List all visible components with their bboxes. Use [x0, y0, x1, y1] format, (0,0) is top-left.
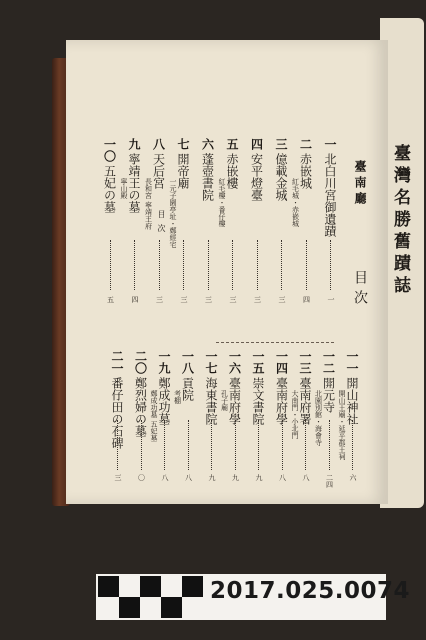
toc-entry-number: 二〇: [133, 350, 148, 374]
toc-entry-title: 鄭成功墓: [157, 377, 171, 425]
toc-entry-title: 臺南府署: [298, 377, 312, 425]
toc-entry-title: 崇文書院: [251, 377, 265, 425]
toc-entry-title: 番仔田の石碑: [110, 377, 124, 449]
book-page: [66, 40, 410, 504]
toc-entry-title: 開帝廟: [176, 153, 190, 189]
toc-leader-dots: [208, 240, 210, 290]
toc-entry-number: 一: [323, 138, 337, 150]
toc-leader-dots: [211, 420, 213, 470]
toc-entry: [273, 138, 291, 201]
toc-leader-dots: [282, 420, 284, 470]
toc-entry-title: 北白川宮御遺蹟: [323, 153, 337, 237]
toc-entry-number: 二: [298, 138, 313, 150]
toc-entry-title: 安平燈臺: [249, 153, 264, 201]
toc-leader-dots: [183, 240, 185, 290]
toc-page-number: 八: [302, 474, 310, 481]
accession-number: 2017.025.0074: [210, 578, 411, 604]
toc-entry-title: 鄭烈婦の墓: [133, 377, 148, 437]
section-divider: [216, 342, 334, 343]
toc-entry-title: 寧靖王の墓: [127, 153, 141, 213]
toc-page-number: 八: [278, 474, 287, 481]
toc-entry-title: 海東書院: [204, 377, 218, 425]
toc-entry-number: 二一: [110, 350, 124, 374]
toc-leader-dots: [164, 420, 166, 470]
toc-entry-number: 三: [274, 138, 288, 150]
toc-leader-dots: [281, 240, 283, 290]
toc-page-number: 三: [155, 296, 164, 303]
toc-page-number: 三: [114, 474, 122, 481]
toc-leader-dots: [134, 240, 136, 290]
toc-entry-title: 蓬壺書院: [200, 153, 215, 201]
toc-leader-dots: [117, 420, 119, 470]
toc-page-number: 九: [208, 474, 216, 481]
toc-entry-note: 紅毛樓・番仔樓: [218, 178, 226, 227]
toc-entry-note: 北園別館・海會寺: [314, 390, 323, 446]
toc-leader-dots: [305, 420, 307, 470]
toc-entry-number: 一七: [204, 350, 218, 374]
toc-entry-number: 一〇: [102, 138, 117, 162]
toc-entry-note: 大南門・小北門: [291, 390, 299, 439]
toc-entry-number: 七: [176, 138, 190, 150]
toc-entry-number: 一三: [298, 350, 312, 374]
toc-heading: 目次: [352, 270, 368, 310]
toc-page-number: 三: [278, 296, 286, 303]
section-heading: 臺南廳: [353, 160, 367, 208]
toc-entry-title: 臺南府學: [227, 377, 242, 425]
toc-page-number: 三: [229, 296, 237, 303]
toc-entry: [102, 138, 120, 213]
toc-entry-number: 八: [151, 138, 166, 150]
toc-entry-note: 紅毛城・赤嵌城: [291, 178, 300, 227]
toc-entry-number: 一八: [180, 350, 195, 374]
toc-entry-number: 六: [200, 138, 215, 150]
toc-entry-number: 四: [249, 138, 264, 150]
toc-page-number: 八: [184, 474, 193, 481]
toc-entry: [274, 350, 292, 425]
toc-leader-dots: [329, 420, 331, 470]
toc-page-number: 九: [231, 474, 240, 481]
toc-entry-title: 開山神社: [345, 377, 359, 425]
toc-page-number: 三: [204, 296, 213, 303]
toc-leader-dots: [188, 420, 190, 470]
toc-entry: [203, 350, 221, 425]
toc-entry-number: 一五: [251, 350, 265, 374]
toc-leader-dots: [352, 420, 354, 470]
toc-leader-dots: [110, 240, 112, 290]
toc-entry-note: 開山王廟・延平郡王祠: [338, 390, 346, 460]
toc-entry-note: 考棚: [173, 390, 182, 404]
toc-page-number: 二四: [325, 474, 334, 488]
color-checker-card: [98, 576, 204, 618]
toc-entry-number: 一一: [345, 350, 359, 374]
toc-entry-number: 一二: [321, 350, 336, 374]
toc-entry-number: 五: [225, 138, 239, 150]
toc-page-number: 九: [255, 474, 263, 481]
toc-leader-dots: [159, 240, 161, 290]
page-footer: 目次: [157, 210, 166, 238]
toc-leader-dots: [330, 240, 332, 290]
toc-leader-dots: [306, 240, 308, 290]
toc-entry-title: 臺南府學: [274, 377, 289, 425]
toc-entry-title: 億載金城: [274, 153, 288, 201]
toc-entry-note: 長和宮 寧靖王府: [144, 178, 153, 230]
toc-page-number: 〇: [137, 474, 146, 481]
toc-entry-note: 孔子廟: [220, 390, 229, 411]
toc-leader-dots: [258, 420, 260, 470]
toc-leader-dots: [257, 240, 259, 290]
toc-entry-title: 天后宮: [151, 153, 166, 189]
toc-leader-dots: [141, 420, 143, 470]
toc-page-number: 三: [253, 296, 262, 303]
toc-entry-number: 九: [127, 138, 141, 150]
toc-entry: [227, 350, 245, 425]
toc-entry-note: 鄭成功墓 五妃墓: [150, 390, 158, 442]
toc-entry: [126, 138, 144, 213]
toc-entry-title: 貢院: [180, 377, 195, 401]
toc-leader-dots: [232, 240, 234, 290]
toc-entry: [250, 350, 268, 425]
toc-entry: [249, 138, 267, 201]
toc-page-number: 六: [349, 474, 357, 481]
toc-entry-title: 赤嵌樓: [225, 153, 239, 189]
toc-page-number: 一: [327, 296, 335, 303]
toc-page-number: 四: [131, 296, 139, 303]
toc-entry-number: 一九: [157, 350, 171, 374]
toc-entry-number: 一六: [227, 350, 242, 374]
toc-entry-title: 五妃の墓: [102, 165, 117, 213]
toc-entry-title: 赤嵌城: [298, 153, 313, 189]
toc-entry: [200, 138, 218, 201]
toc-page-number: 四: [302, 296, 311, 303]
book-title: 臺灣名勝舊蹟誌: [390, 144, 410, 298]
toc-entry-note: 寧山殿: [120, 178, 128, 199]
toc-page-number: 五: [106, 296, 115, 303]
toc-entry-number: 一四: [274, 350, 289, 374]
toc-entry: [322, 138, 340, 237]
toc-entry-title: 開元寺: [321, 377, 336, 413]
toc-page-number: 三: [180, 296, 188, 303]
toc-page-number: 八: [161, 474, 169, 481]
toc-entry-note: 一元子園亭址・鄭經宅: [169, 178, 177, 248]
toc-leader-dots: [235, 420, 237, 470]
